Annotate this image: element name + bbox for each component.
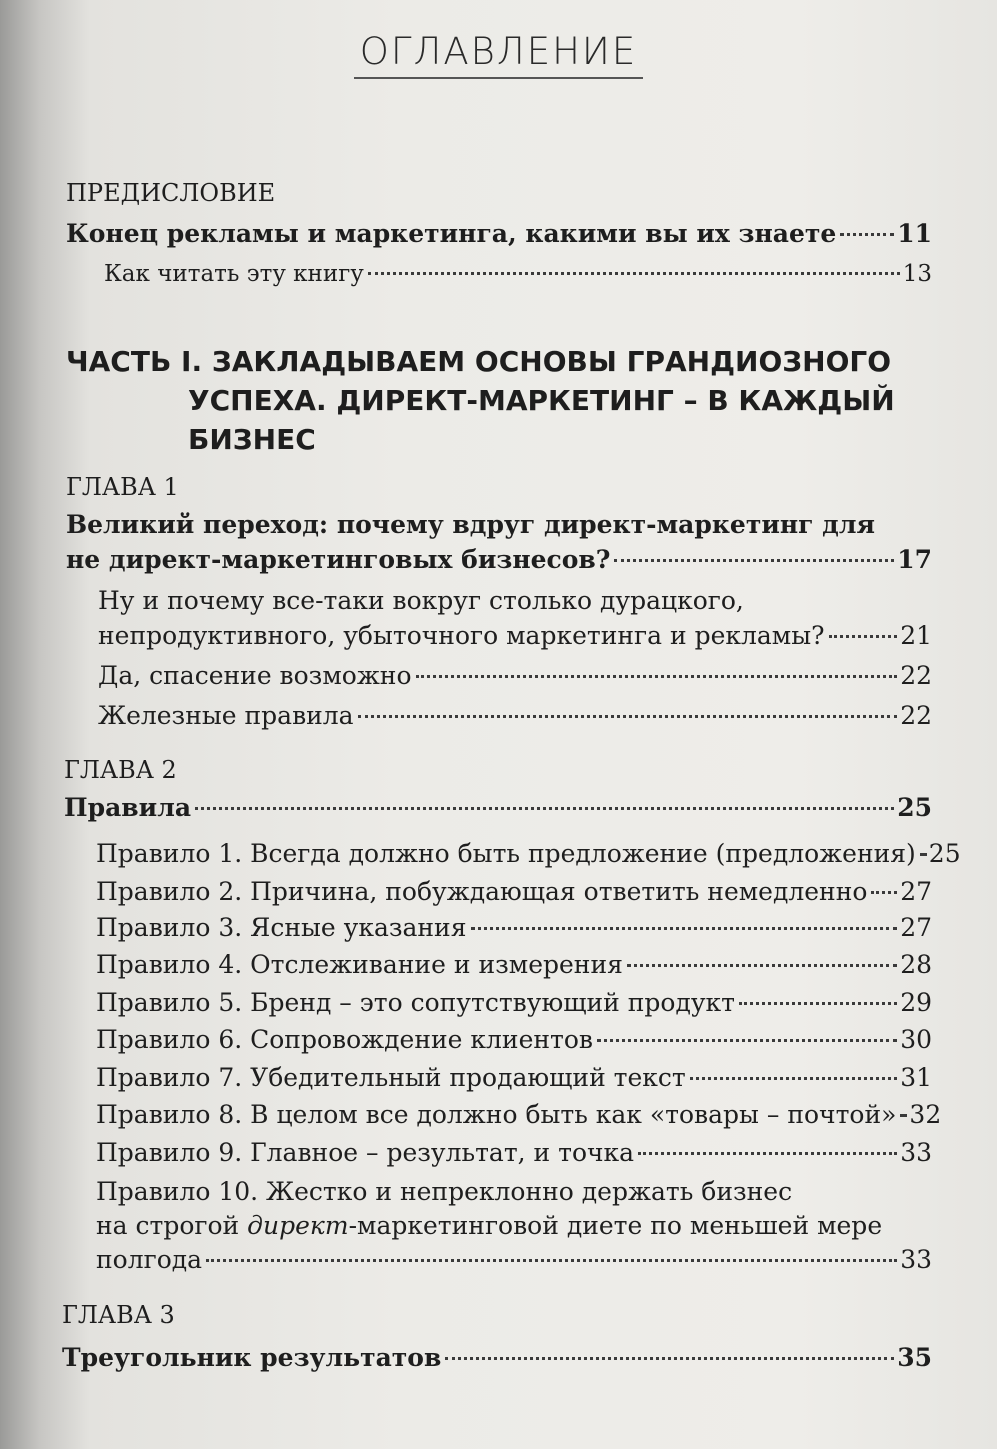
leader-dots (638, 1152, 897, 1155)
leader-dots (358, 715, 898, 718)
toc-entry-text: Треугольник результатов (62, 1343, 442, 1372)
chapter-label: ГЛАВА 3 (62, 1301, 175, 1329)
text-part: на строгой (96, 1211, 248, 1240)
toc-entry-rule-8[interactable] (96, 1099, 942, 1131)
page-number: 22 (900, 661, 932, 690)
page-number: 21 (900, 621, 932, 650)
page-number: 11 (897, 219, 932, 248)
leader-dots (445, 1357, 894, 1360)
leader-dots (471, 927, 898, 930)
toc-subentry-line-1: Ну и почему все-таки вокруг столько дурацкого, (98, 586, 744, 615)
part-heading-line-2: УСПЕХА. ДИРЕКТ-МАРКЕТИНГ – В КАЖДЫЙ (188, 384, 895, 417)
toc-entry-how-to-read[interactable] (104, 258, 932, 290)
page-number: 17 (897, 545, 932, 574)
page-number: 30 (900, 1025, 932, 1054)
page-number: 33 (900, 1138, 932, 1167)
leader-dots (900, 1114, 906, 1117)
part-heading-line-1: ЧАСТЬ I. ЗАКЛАДЫВАЕМ ОСНОВЫ ГРАНДИОЗНОГО (66, 345, 892, 378)
toc-entry-rule-1[interactable] (96, 838, 961, 870)
leader-dots (739, 1002, 897, 1005)
toc-entry-chapter-1[interactable] (66, 544, 932, 576)
toc-entry-rule-9[interactable] (96, 1137, 932, 1169)
chapter-label: ГЛАВА 1 (66, 473, 179, 501)
page-number: 31 (900, 1063, 932, 1092)
page-number: 25 (928, 839, 961, 868)
page-number: 35 (897, 1343, 932, 1372)
toc-entry-iron-rules[interactable] (98, 700, 932, 732)
toc-subentry-line-2 (96, 1210, 882, 1242)
chapter-title-line-1: Великий переход: почему вдруг директ-маркетинг для (66, 510, 875, 539)
leader-dots (206, 1259, 897, 1262)
text-emphasis: директ (247, 1211, 349, 1240)
toc-entry-text: Правило 8. В целом все должно быть как «товары – почтой» (96, 1100, 897, 1129)
toc-entry-text: Правило 1. Всегда должно быть предложение (предложения) (96, 839, 916, 868)
toc-entry-text: Правило 6. Сопровождение клиентов (96, 1025, 593, 1054)
toc-entry-text: Правила (64, 793, 192, 822)
leader-dots (416, 675, 898, 678)
toc-entry-rule-6[interactable] (96, 1024, 932, 1056)
page-number: 27 (900, 877, 932, 906)
toc-entry-preface[interactable] (66, 218, 932, 250)
page-number: 27 (900, 913, 932, 942)
toc-entry-chapter-2[interactable] (64, 792, 932, 824)
toc-entry-text: Как читать эту книгу (104, 261, 364, 287)
toc-entry-text: Железные правила (98, 701, 354, 730)
page-number: 29 (900, 988, 932, 1017)
leader-dots (829, 635, 898, 638)
toc-entry-why-so-much[interactable] (98, 620, 932, 652)
toc-entry-text: Правило 2. Причина, побуждающая ответить немедленно (96, 877, 868, 906)
page-number: 32 (909, 1100, 942, 1129)
page-title (0, 30, 997, 73)
page-number: 33 (900, 1245, 932, 1274)
leader-dots (614, 559, 894, 562)
toc-entry-text: Правило 3. Ясные указания (96, 913, 467, 942)
part-heading-line-3: БИЗНЕС (188, 423, 316, 456)
leader-dots (920, 853, 926, 856)
leader-dots (597, 1039, 897, 1042)
leader-dots (690, 1077, 897, 1080)
toc-subentry-line-1: Правило 10. Жестко и непреклонно держать бизнес (96, 1177, 793, 1206)
page-number: 13 (902, 261, 932, 287)
toc-entry-text: непродуктивного, убыточного маркетинга и рекламы? (98, 621, 825, 650)
toc-entry-rule-5[interactable] (96, 987, 932, 1019)
page-number: 28 (900, 950, 932, 979)
toc-entry-text: Да, спасение возможно (98, 661, 412, 690)
toc-entry-text: Правило 4. Отслеживание и измерения (96, 950, 623, 979)
toc-entry-text: Правило 7. Убедительный продающий текст (96, 1063, 686, 1092)
leader-dots (840, 233, 894, 236)
leader-dots (368, 272, 900, 275)
toc-entry-text: Правило 5. Бренд – это сопутствующий продукт (96, 988, 736, 1017)
toc-entry-rule-4[interactable] (96, 949, 932, 981)
toc-entry-rule-10[interactable] (96, 1244, 932, 1276)
toc-entry-text: Конец рекламы и маркетинга, какими вы их знаете (66, 219, 837, 248)
toc-entry-text: Правило 9. Главное – результат, и точка (96, 1138, 635, 1167)
page-number: 25 (897, 793, 932, 822)
toc-entry-rule-3[interactable] (96, 912, 932, 944)
leader-dots (627, 964, 897, 967)
toc-entry-salvation[interactable] (98, 660, 932, 692)
toc-entry-text: не директ-маркетинговых бизнесов? (66, 545, 611, 574)
toc-entry-chapter-3[interactable] (62, 1342, 932, 1374)
toc-entry-text: полгода (96, 1245, 203, 1274)
text-part: -маркетинговой диете по меньшей мере (348, 1211, 883, 1240)
toc-entry-rule-2[interactable] (96, 876, 932, 908)
toc-entry-rule-7[interactable] (96, 1062, 932, 1094)
chapter-label: ГЛАВА 2 (64, 756, 177, 784)
page-title-text: ОГЛАВЛЕНИЕ (354, 30, 643, 79)
leader-dots (195, 807, 894, 810)
leader-dots (871, 891, 897, 894)
preface-label: ПРЕДИСЛОВИЕ (66, 179, 276, 207)
page-number: 22 (900, 701, 932, 730)
